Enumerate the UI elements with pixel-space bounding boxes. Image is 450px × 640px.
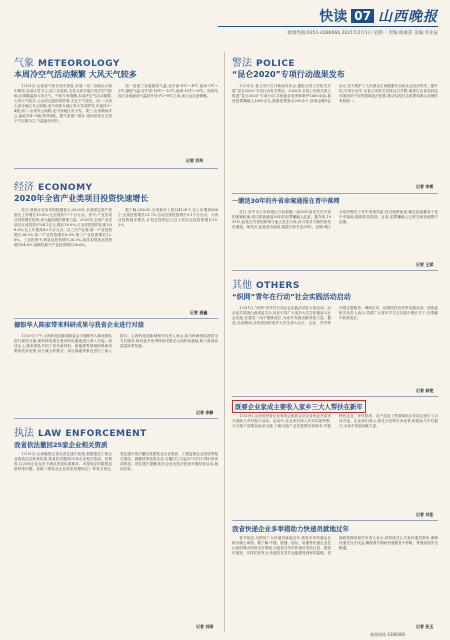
page-footer: 新闻热线 4286066 xyxy=(370,632,406,637)
article-paragraph: 近日,晋中市公安局城区分局侦破一起30年前发生在外省的命案积案,成功抓获潜逃30年的犯罪嫌疑人赵某。据介绍,1991年,赵某在外省因琐事与他人发生口角,持刀将对方刺伤致死后潜逃。案发后,赵某改名换姓,隐匿行踪长达30年。近期,城区分局民警在工作中发现线索,经过缜密侦查,确定赵某藏身于晋中市某地,随即将其抓获。目前,犯罪嫌疑人已移交案发地警方处理。 xyxy=(232,210,438,229)
divider xyxy=(14,318,218,319)
meteorology-body xyxy=(14,84,112,154)
tracking-body xyxy=(232,210,438,260)
article-author: 记者 刘丽 xyxy=(196,624,214,629)
section-others xyxy=(232,276,300,291)
newspaper-logo: 山西晚报 xyxy=(378,9,438,25)
meteorology-body-col2 xyxy=(118,84,218,154)
article-author: 记者 姜鑫 xyxy=(190,310,208,315)
article-author: 记者 李静 xyxy=(196,410,214,415)
article-paragraph: 1月31日,山西省气象台发布消息,本周一至二各地以小到中降雪,局部大雪为主;周三至周四,全省大部分地区受冷空气影响,出现降温和大风天气。气象专家提醒,本周冷空气活动频繁,大风天气较多,公众需注意防风防寒,关注天气变化。周一:全省大部分地区多云转阴,北中部部分地区有小雪或阵雪,东南风3~4级;周二:全省多云间阴,北中部地区有小雪。周三:全省晴间多云,偏北风4~5级,阵风6级。据气象部门预计,周四至周五全省天气以晴为主,气温逐步回升。 xyxy=(14,84,112,123)
article-author: 记者 郝斐 xyxy=(416,388,434,393)
section-meteorology xyxy=(14,54,120,69)
law-body xyxy=(14,452,218,622)
article-paragraph: 1月31日,“织网”青年在行动社会实践活动在太原启动。活动由共青团山西省委主办,旨在引导广大返乡大学生积极参与社会实践,在基层一线中锻炼成长,为家乡发展贡献青春力量。据悉,活动期间,全省将组织返乡大学生深入社区、企业、乡村等开展志愿服务、调研走访、疫情防控宣传等实践活动。团省委相关负责人表示,希望广大青年学生在实践中增长才干,在奉献中收获成长。 xyxy=(232,306,438,325)
article-paragraph: 据了解,2020年,全省新开工项目4128个,比上年增加568个,完成投资增长21.7%,拉动全部投资增长9.1个百分点。大项目投资稳步增长,计划总投资亿元以上项目完成投资增长15.3%。 xyxy=(118,208,218,227)
article-author: 记者 苏玲 xyxy=(186,158,204,163)
article-author: 记者 王斌 xyxy=(416,262,434,267)
police-headline: “昆仑2020”专项行动战果发布 xyxy=(232,70,345,79)
page-number: 07 xyxy=(351,9,374,23)
section-label-cn: 其他 xyxy=(232,280,252,291)
entrepreneur-body xyxy=(232,414,438,510)
section-police xyxy=(232,54,295,69)
law-headline: 我省依法撤回25家企业相关资质 xyxy=(14,441,108,449)
article-paragraph: 1月29日下午,山西科技创新城管委会与德银华人陈家团队进行座谈交流,就科研成果在我省转化落地进行深入对接。座谈会上,陈家团队介绍了其在新材料、新能源等领域的科研成果和技术优势,双方就合作模式、项目落地等事宜进行了深入探讨。山西科技创新城相关负责人表示,将为科研团队提供全方位服务,推动更多优秀科研成果在山西转化落地,助力我省高质量转型发展。 xyxy=(14,334,218,353)
section-label-en: POLICE xyxy=(256,59,296,69)
express-headline: 我省快递企业多举措助力快递员就地过年 xyxy=(232,525,349,533)
divider xyxy=(232,193,438,194)
section-label-en: LAW ENFORCEMENT xyxy=(38,429,147,439)
section-label-en: ECONOMY xyxy=(38,183,93,193)
section-label-cn: 警法 xyxy=(232,58,252,69)
article-author: 记者 张玉 xyxy=(416,624,434,629)
police-body xyxy=(232,84,438,184)
express-body xyxy=(232,536,438,622)
article-paragraph: 1月31日,山西晚报记者从省住建厅获悉,根据建设工程企业资质动态核查结果,我省依法撤回25家企业相关资质。经核查,这25家企业存在不满足资质标准要求、未按规定时限报送资料等问题。依据《建筑业企业资质管理规定》等有关规定,省住建厅依法撤回其建筑业企业资质、工程监理企业资质等相关资质。被撤回资质的企业,自撤回之日起3个月内不得申请该项资质。省住建厅提醒,相关企业应依法依规开展经营活动,诚信经营。 xyxy=(14,452,218,471)
section-label-en: OTHERS xyxy=(256,281,300,291)
masthead-title xyxy=(319,6,438,26)
entrepreneur-headline: 既要企业家成主要收入家乡三大人帮扶在新年 xyxy=(232,400,366,413)
article-paragraph: 春节临近,为倡导广大快递员就地过年,我省多家快递企业推出暖心举措。据了解,中通、圆通、韵达、申通等快递企业在山西的网点纷纷出台措施,为留晋过年的快递员发放红包、提供年夜饭、安排住宿等,让快递员在异乡也能感受到家的温暖。省邮政管理局相关负责人表示,将持续关心关爱快递员群体,保障快递员合法权益,确保春节期间快递服务不停歇、寄递渠道安全畅通。 xyxy=(232,536,438,555)
others-headline: “织网”青年在行动”社会实践活动启动 xyxy=(232,293,351,301)
economy-body-col2 xyxy=(118,208,218,308)
section-economy xyxy=(14,178,93,193)
masthead-info: 新闻热线:0351-4286066 2021年2月1日 星期一 责编:杨素萍 美编:李亚辰 xyxy=(287,31,438,36)
masthead-divider xyxy=(218,26,438,27)
article-author: 记者 刘佳 xyxy=(416,512,434,517)
article-paragraph: 1月31日,省公安厅召开新闻发布会,通报全省公安机关开展“昆仑2020”专项行动有关情况。2020年,全省公安机关深入推进“昆仑2020”专项行动,共侦破各类刑事案件1400余起,抓获犯罪嫌疑人1600余名,捣毁犯罪窝点200余个,涉案金额9亿余元,有力维护了人民群众生命健康安全和社会经济秩序。据介绍,专项行动中,全省公安机关坚持以打开路,重拳打击食品药品环境知识产权等领域违法犯罪,推动实现打击犯罪和源头治理的有机统一。 xyxy=(232,84,438,103)
section-label-en: METEOROLOGY xyxy=(38,59,120,69)
economy-headline: 2020年全省产业类项目投资快速增长 xyxy=(14,194,149,203)
economy-body xyxy=(14,208,112,308)
article-author: 记者 李雪 xyxy=(416,184,434,189)
section-name: 快读 xyxy=(319,9,348,25)
column-divider xyxy=(224,52,225,632)
divider xyxy=(232,270,438,271)
article-paragraph: 1月29日,山西省民营企业家协会组织会员企业家赴吕梁市开展助力乡村振兴活动。活动中,企业家们深入乡村实地考察,与当地干部群众座谈交流,了解当地产业发展情况和需求,并就特色农业、乡村旅游、农产品加工等领域的合作项目进行了洽谈对接。企业家们表示,将充分发挥自身优势,积极参与乡村振兴,为家乡发展贡献力量。 xyxy=(232,414,438,428)
masthead xyxy=(218,6,438,42)
section-law xyxy=(14,424,147,439)
section-label-cn: 气象 xyxy=(14,58,34,69)
divider xyxy=(232,396,438,397)
cooperation-body xyxy=(14,334,218,408)
section-label-cn: 经济 xyxy=(14,182,34,193)
article-paragraph: 近日,省统计局发布的数据显示,2020年,全省固定资产投资比上年增长10.6%,比全国高7.7个百分点。其中,产业类项目投资增长较快,成为稳投资的重要力量。2020年,全省产业类项目完成投资5764.1亿元,增长18.9%,占全部投资的比重为58.6%,比上年提高4.0个百分点。从三次产业看,第一产业投资增长36.2%,第二产业投资增长8.9%,第三产业投资增长12.8%。工业投资中,制造业投资增长28.3%,高技术制造业投资增长64.8%,战略性新兴产业投资增长36.6%。 xyxy=(14,208,112,247)
divider xyxy=(14,168,218,169)
meteorology-headline: 本周冷空气活动频繁 大风天气较多 xyxy=(14,70,137,79)
cooperation-headline: 德银华人陈家带来科研成果与我省企业进行对接 xyxy=(14,322,144,329)
others-body xyxy=(232,306,438,386)
divider xyxy=(232,520,438,521)
tracking-headline: 一潮迭30年的外省命案通报在晋中落网 xyxy=(232,198,340,205)
section-label-cn: 执法 xyxy=(14,428,34,439)
article-paragraph: 周一至周三各地最高气温:北中部-8℃~-4℃,南部-2℃~2℃;最低气温:北中部-16℃~-12℃,南部-10℃~-6℃。周四至周日各地最高气温回升至0℃~8℃之间,请公众注意保暖。 xyxy=(118,84,218,98)
divider xyxy=(14,418,218,419)
